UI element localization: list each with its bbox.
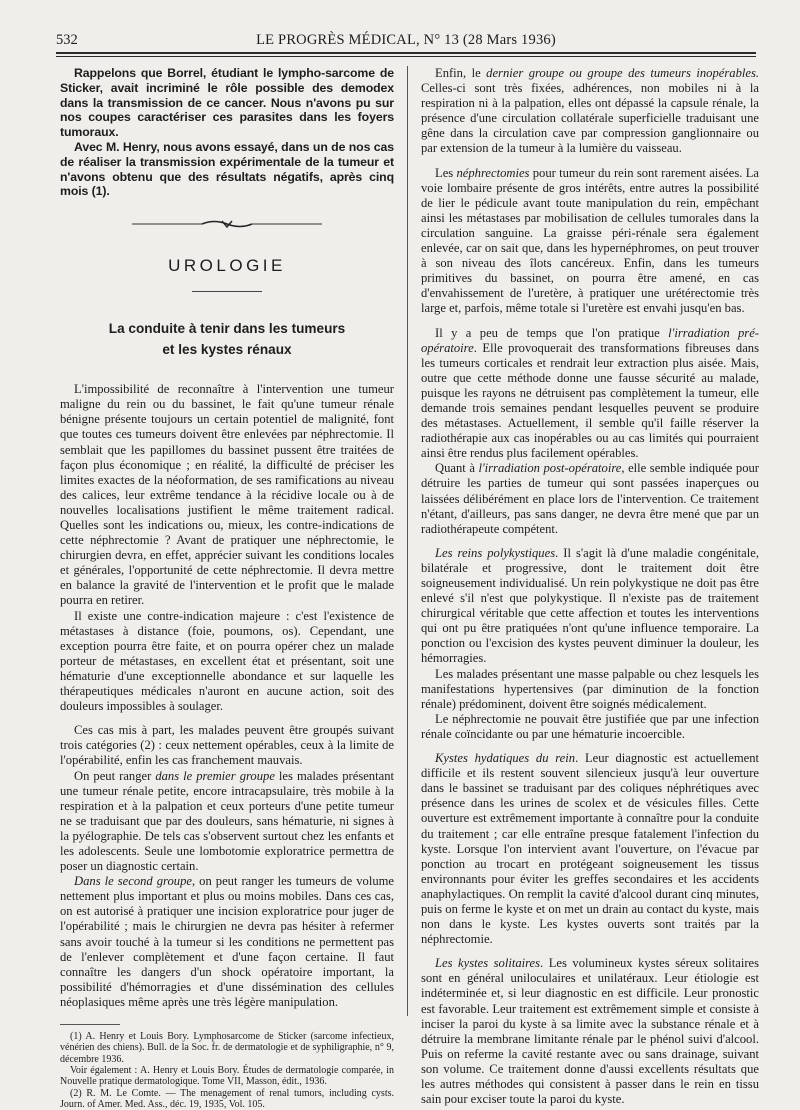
journal-title: LE PROGRÈS MÉDICAL, N° 13 (28 Mars 1936) xyxy=(56,30,756,50)
article-body xyxy=(60,382,394,1010)
page-number: 532 xyxy=(56,30,78,50)
body-paragraph: Kystes hydatiques du rein. Leur diagnostic est actuellement difficile et ils restent souvent silencieux jusqu'à leur ouverture dans le bassinet se traduisant par des coliques néphrétiques avec présence dans les urines de scolex et de vésicules filles. Cette ouverture est extrêmement importante à connaître pour la conduite du traitement ; car elle entraîne presque fatalement l'infection du kyste. Lorsque l'on intervient avant l'ouverture, on l'évacue par ponction au trocart en protégeant soigneusement les tissus environnants pour éviter les greffes secondaires et les accidents anaphylactiques. On remplit la cavité d'alcool durant cinq minutes, puis on ferme le kyste et on met un drain au contact du kyste, mais non dans le kyste. Les kystes ouverts sont traités par la néphrectomie. xyxy=(421,751,759,947)
body-paragraph: L'impossibilité de reconnaître à l'intervention une tumeur maligne du rein ou du bassinet, le fait qu'une tumeur rénale bénigne présente toujours un certain potentiel de malignité, font que toutes ces tumeurs doivent être enlevées par néphrectomie. Il semblait que les papillomes du bassinet pussent être traitées de façon plus économique ; en réalité, la difficulté de préciser les limites exactes de la néoformation, de ses ramifications au niveau des calices, leur extrême tendance à la récidive locale ou à de nouvelles localisations justifient le même traitement radical. Quelles sont les indications ou, mieux, les contre-indications de cette néphrectomie ? Avant de pratiquer une néphrectomie, le chirurgien devra, en effet, apprécier suivant les conditions locales et générales, l'opportunité de cette néphrectomie. Il devra mettre en balance la gravité de l'intervention et le profit que le malade pourra en retirer. xyxy=(60,382,394,608)
ornament-rule-icon xyxy=(132,218,322,230)
body-paragraph: Quant à l'irradiation post-opératoire, elle semble indiquée pour détruire les parties de tumeur qui sont passées inaperçues ou laissées délibérément en place lors de l'intervention. Ce traitement n'étant, d'ailleurs, pas sans danger, ne devra être mené que par un radiothérapeute compétent. xyxy=(421,461,759,536)
section-title: UROLOGIE xyxy=(60,255,394,277)
footnote-rule xyxy=(60,1024,120,1025)
body-paragraph: Les malades présentant une masse palpable ou chez lesquels les manifestations hypertensives (par diminution de la fonction rénale) prédominent, doivent être soignés médicalement. xyxy=(421,667,759,712)
body-paragraph: Dans le second groupe, on peut ranger les tumeurs de volume nettement plus important et plus ou moins mobiles. Dans ces cas, on est autorisé à pratiquer une incision exploratrice pour juger de l'opérabilité ; mais le chirurgien ne devra pas hésiter à refermer sans avoir touché à la tumeur si les conditions ne permettent pas de l'enlever complètement et d'une façon certaine. Il faut connaître les dangers d'un shock opératoire important, la possibilité d'hémorragies et d'une dissémination des cellules néoplasiques même après une très légère manipulation. xyxy=(60,874,394,1010)
body-paragraph: Le néphrectomie ne pouvait être justifiée que par une infection rénale coïncidante ou par une hématurie incoercible. xyxy=(421,712,759,742)
body-paragraph: Les kystes solitaires. Les volumineux kystes séreux solitaires sont en général uniloculaires et unilatéraux. Leur étiologie est indéterminée et, si leur diagnostic en est difficile. Leur pronostic est favorable. Leur traitement est extrêmement simple et consiste à inciser la paroi du kyste à sa limite avec la substance rénale et à détruire la membrane limitante rénale par le phénol suivi d'alcool. Puis on referme la cavité restante avec ou sans drainage, suivant son volume. Ce traitement donne d'aussi excellents résultats que les autres méthodes qui consistent à passer dans le rein en tissu sain pour exciser toute la paroi du kyste. xyxy=(421,956,759,1107)
body-paragraph: Ces cas mis à part, les malades peuvent être groupés suivant trois catégories (2) : ceux nettement opérables, ceux à la limite de l'opérabilité, enfin les cas franchement mauvais. xyxy=(60,723,394,768)
header-rule-thin xyxy=(56,56,756,57)
left-column xyxy=(60,66,394,1110)
section-rule xyxy=(192,291,262,292)
body-paragraph: On peut ranger dans le premier groupe les malades présentant une tumeur rénale petite, encore intracapsulaire, très mobile à la respiration et à la palpation et ceux porteurs d'une petite tumeur ne se traduisant que par des douleurs, sans hématurie, ni signes à la pyélographie. De tels cas s'observent surtout chez les enfants et les adolescents. Seule une lombotomie exploratrice permettra de poser un diagnostic certain. xyxy=(60,769,394,875)
article-title-line: et les kystes rénaux xyxy=(60,339,394,360)
intro-paragraph: Avec M. Henry, nous avons essayé, dans un de nos cas de réaliser la transmission expérimentale de la tumeur et n'avons obtenu que des résultats négatifs, après cinq mois (1). xyxy=(60,140,394,199)
article-title-line: La conduite à tenir dans les tumeurs xyxy=(60,318,394,339)
section-ornament xyxy=(60,217,394,229)
article-title xyxy=(60,318,394,360)
footnote: Voir également : A. Henry et Louis Bory. Études de dermatologie comparée, in Nouvelle pratique dermatologique. Tome VII, Masson, édit., 1936. xyxy=(60,1065,394,1088)
body-paragraph: Enfin, le dernier groupe ou groupe des tumeurs inopérables. Celles-ci sont très fixées, adhérences, non mobiles ni à la respiration ni à la palpation, elles ont dépassé la capsule rénale, la présence d'une circulation collatérale superficielle traduisant une gêne dans la circulation cave par compression ganglionnaire ou par extension de la tumeur à la lumière du vaisseau. xyxy=(421,66,759,157)
body-paragraph: Il y a peu de temps que l'on pratique l'irradiation pré-opératoire. Elle provoquerait des transformations fibreuses dans les tumeurs corticales et rendrait leur extraction plus aisée. Mais, outre que cette méthode donne une fausse sécurité au malade, puisque les rayons ne détruisent pas complètement la tumeur, elle demande trois semaines pendant lesquelles peuvent se produire des métastases. Actuellement, il semble qu'il faille réserver la radiothérapie aux cas inopérables ou au cas limités qui pourraient ainsi être rendus plus facilement opérables. xyxy=(421,326,759,462)
footnote: (1) A. Henry et Louis Bory. Lymphosarcome de Sticker (sarcome infectieux, vénérien des chiens). Bull. de la Soc. fr. de dermatologie et de syphiligraphie, n° 9, décembre 1936. xyxy=(60,1031,394,1065)
footnote: (2) R. M. Le Comte. — The menagement of renal tumors, including cysts. Journ. of Amer. Med. Ass., déc. 19, 1935, Vol. 105. xyxy=(60,1088,394,1110)
body-paragraph: Les néphrectomies pour tumeur du rein sont rarement aisées. La voie lombaire présente de gros intérêts, entre autres la possibilité de lier le pédicule avant toute manipulation du rein, empêchant ainsi les métastases par mobilisation de cellules tumorales dans la circulation sanguine. La graisse péri-rénale sera également enlevée, car on sait que, dans les hypernéphromes, on peut trouver à son niveau des îlots cancéreux. Enfin, dans les tumeurs primitives du bassinet, on pourra être amené, en cas d'envahissement de l'uretère, à pratiquer une urétérectomie très large et, parfois, même totale si l'uretère est envahi jusqu'en bas. xyxy=(421,166,759,317)
intro-paragraph: Rappelons que Borrel, étudiant le lympho-sarcome de Sticker, avait incriminé le rôle possible des demodex dans la transmission de ce cancer. Nous n'avons pu sur nos coupes caractériser ces parasites dans les foyers tumoraux. xyxy=(60,66,394,140)
body-paragraph: Il existe une contre-indication majeure : c'est l'existence de métastases à distance (foie, poumons, os). Cependant, une exception pourra être faite, et on pourra opérer chez un malade porteur de métastases, en excellent état et présentant, soit une hématurie d'une exceptionnelle abondance et sur laquelle les thérapeutiques médicales n'auront en aucune action, soit des douleurs impossibles à soulager. xyxy=(60,609,394,715)
header-rule xyxy=(56,52,756,54)
column-divider xyxy=(407,66,408,1016)
right-column xyxy=(421,66,759,1107)
page-header xyxy=(56,30,756,50)
body-paragraph: Les reins polykystiques. Il s'agit là d'une maladie congénitale, bilatérale et progressive, dont le traitement doit être soigneusement individualisé. Un rein polykystique ne doit pas être enlevé s'il n'est que polykystique. Il n'existe pas de traitement chirurgical véritable que cette affection et toutes les interventions qui ont pu être pratiquées n'ont qu'une influence temporaire. La ponction ou l'excision des kystes peuvent diminuer la douleur, les hémorragies. xyxy=(421,546,759,667)
